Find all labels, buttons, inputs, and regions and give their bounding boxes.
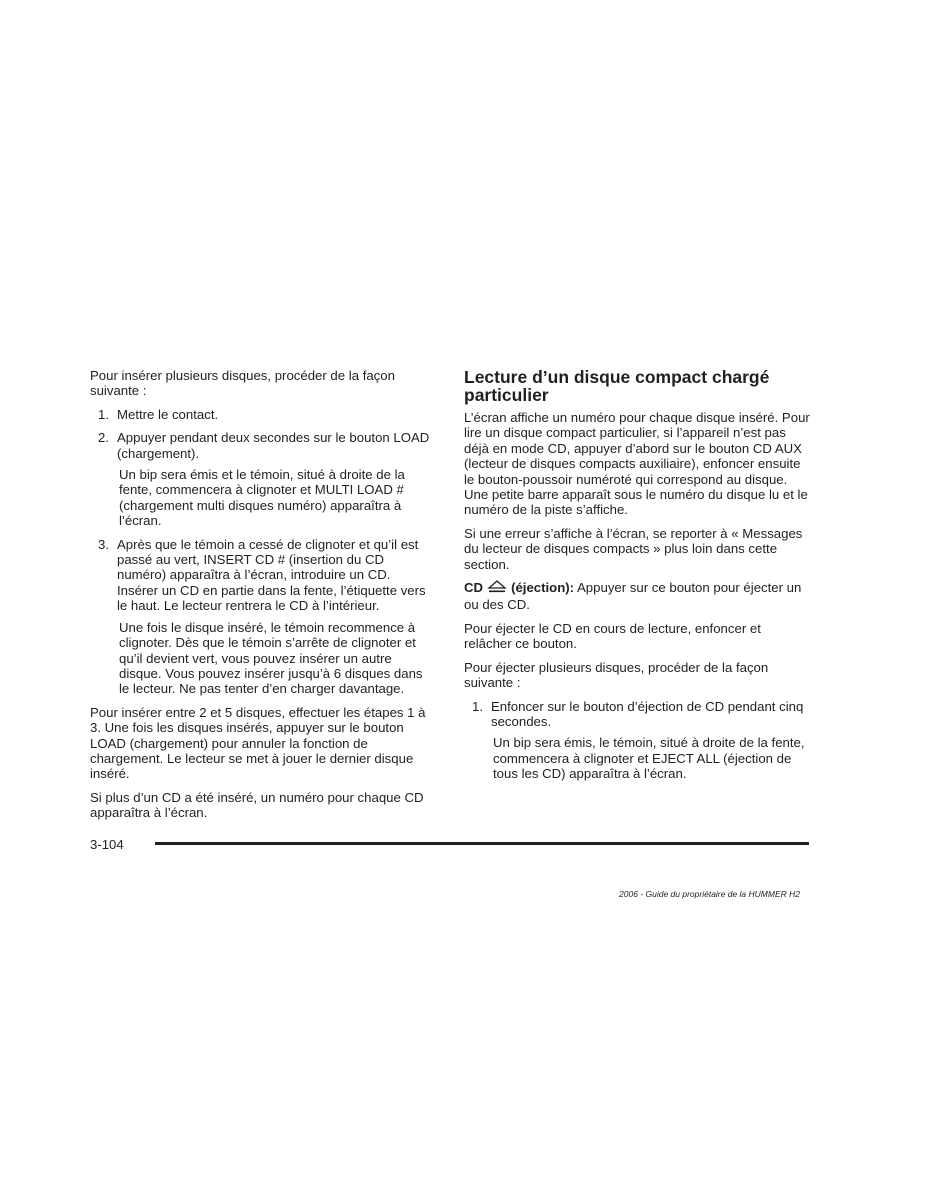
- step-number: 3.: [98, 536, 109, 552]
- body-paragraph: Si plus d’un CD a été inséré, un numéro pour chaque CD apparaîtra à l’écran.: [90, 789, 424, 821]
- footer-rule: [155, 842, 809, 845]
- step-text: Mettre le contact.: [117, 406, 219, 422]
- eject-steps-list: [464, 699, 812, 782]
- step-note: Une fois le disque inséré, le témoin recommence à clignoter. Dès que le témoin s’arrête de clignoter et qu’il devient vert, vous pouvez insérer un autre disque. Vous pouvez insérer jusqu’à 6 disques dans le lecteur. Ne pas tenter d’en charger davantage.: [119, 619, 423, 697]
- footer-text: 2006 - Guide du propriétaire de la HUMMER H2: [619, 889, 800, 899]
- eject-label-suffix: (éjection):: [511, 580, 575, 596]
- step-text: Enfoncer sur le bouton d’éjection de CD pendant cinq secondes.: [491, 698, 804, 729]
- eject-icon: [487, 580, 507, 597]
- body-paragraph: L’écran affiche un numéro pour chaque disque inséré. Pour lire un disque compact particulier, si l’appareil n’est pas déjà en mode CD, appuyer d’abord sur le bouton CD AUX (lecteur de disques compacts auxiliaire), enfoncer ensuite le bouton-poussoir numéroté qui correspond au disque. Une petite barre apparaît sous le numéro du disque lu et le numéro de la piste s’affiche.: [464, 410, 810, 518]
- insert-steps-list: [90, 407, 435, 697]
- step-text: Après que le témoin a cessé de clignoter et qu’il est passé au vert, INSERT CD # (insertion du CD numéro) apparaîtra à l’écran, introduire un CD. Insérer un CD en partie dans la fente, l’étiquette vers le haut. Le lecteur rentrera le CD à l’intérieur.: [117, 536, 426, 614]
- page-number: 3-104: [90, 837, 124, 852]
- step-number: 1.: [98, 406, 109, 422]
- body-paragraph: Pour insérer entre 2 et 5 disques, effectuer les étapes 1 à 3. Une fois les disques insérés, appuyer sur le bouton LOAD (chargement) pour annuler la fonction de chargement. Le lecteur se met à jouer le dernier disque inséré.: [90, 704, 426, 782]
- list-item: [464, 699, 812, 782]
- list-item: [90, 430, 435, 528]
- step-note: Un bip sera émis et le témoin, situé à droite de la fente, commencera à clignoter et MULTI LOAD # (chargement multi disques numéro) apparaîtra à l’écran.: [119, 467, 405, 529]
- step-text: Appuyer pendant deux secondes sur le bouton LOAD (chargement).: [117, 430, 430, 461]
- body-paragraph: Si une erreur s’affiche à l’écran, se reporter à « Messages du lecteur de disques compacts » plus loin dans cette section.: [464, 525, 803, 572]
- body-paragraph: Pour éjecter le CD en cours de lecture, enfoncer et relâcher ce bouton.: [464, 620, 761, 652]
- body-paragraph: Pour éjecter plusieurs disques, procéder de la façon suivante :: [464, 659, 769, 691]
- step-number: 2.: [98, 430, 109, 446]
- step-note: Un bip sera émis, le témoin, situé à droite de la fente, commencera à clignoter et EJECT ALL (éjection de tous les CD) apparaîtra à l’écran.: [493, 735, 805, 782]
- section-heading: Lecture d’un disque compact chargé particulier: [464, 367, 770, 405]
- eject-label-prefix: CD: [464, 580, 484, 596]
- left-column: [90, 368, 435, 829]
- list-item: [90, 407, 435, 422]
- list-item: [90, 537, 435, 697]
- step-number: 1.: [472, 698, 483, 714]
- eject-paragraph: [464, 580, 812, 613]
- right-column: [464, 368, 812, 790]
- eject-description: Appuyer sur ce bouton pour éjecter un ou des CD.: [464, 580, 802, 613]
- intro-paragraph: Pour insérer plusieurs disques, procéder de la façon suivante :: [90, 368, 395, 399]
